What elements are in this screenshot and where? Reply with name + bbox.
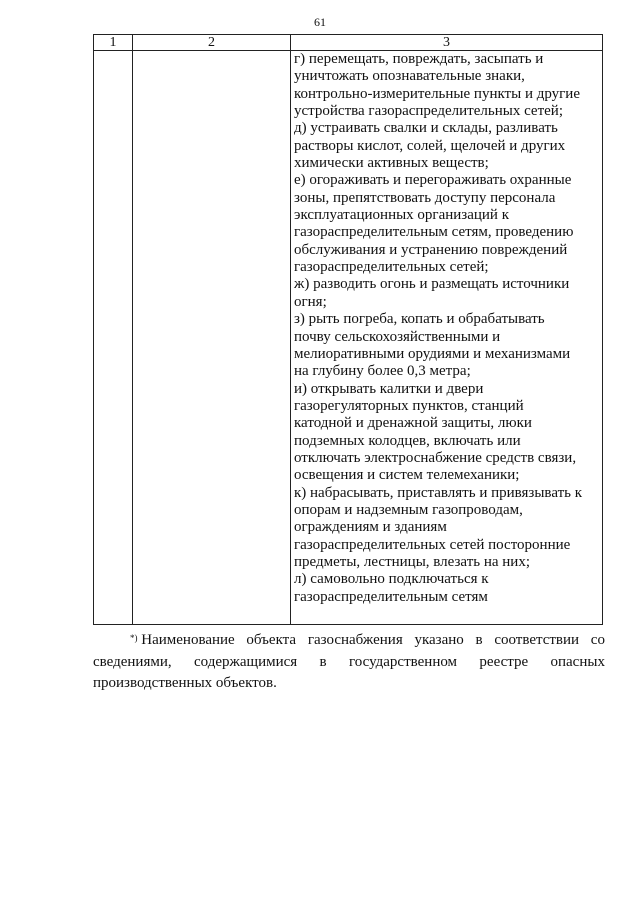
list-item: газораспределительных сетей посторонние (294, 536, 571, 553)
footnote-lead (130, 630, 235, 652)
list-item: эксплуатационных организаций к (294, 207, 509, 224)
cell-col-2 (133, 51, 291, 625)
footnote-word: государственном (348, 653, 458, 670)
page-number: 61 (314, 15, 326, 29)
footnote-word: Наименование (141, 632, 235, 648)
list-item: освещения и систем телемеханики; (294, 467, 520, 484)
list-item: г) перемещать, повреждать, засыпать и (294, 51, 544, 67)
list-item: отключать электроснабжение средств связи, (294, 449, 577, 466)
cell-col-1 (94, 51, 133, 625)
table-row (94, 51, 603, 625)
list-item: опорам и надземным газопроводам, (294, 501, 523, 518)
list-item: химически активных веществ; (294, 155, 489, 172)
footnote (93, 630, 605, 695)
list-item: з) рыть погреба, копать и обрабатывать (294, 311, 545, 328)
footnote-word: реестре (479, 653, 529, 670)
list-item: предметы, лестницы, влезать на них; (294, 553, 531, 570)
list-item: растворы кислот, солей, щелочей и других (294, 137, 566, 154)
list-item: обслуживания и устранению повреждений (294, 241, 568, 258)
footnote-line-1 (93, 630, 605, 652)
header-col-2: 2 (133, 35, 291, 51)
footnote-word: сведениями, (93, 653, 172, 670)
footnote-word: газоснабжения (307, 632, 403, 648)
list-item: к) набрасывать, приставлять и привязывать к (294, 484, 583, 501)
list-item: ограждениям и зданиям (294, 519, 447, 536)
list-item: подземных колодцев, включать или (294, 432, 521, 449)
list-item: и) открывать калитки и двери (294, 380, 484, 397)
list-item: газораспределительным сетям (294, 588, 488, 605)
requirements-table (93, 34, 603, 625)
footnote-word: содержащимися (193, 653, 298, 670)
list-item: ж) разводить огонь и размещать источники (294, 276, 570, 293)
header-col-1: 1 (94, 35, 133, 51)
table-header-row (94, 35, 603, 51)
list-item: газораспределительных сетей; (294, 259, 489, 276)
footnote-word: в (319, 653, 327, 670)
list-item: огня; (294, 293, 327, 310)
list-item: газораспределительным сетям, проведению (294, 224, 574, 241)
footnote-word: объекта (246, 632, 297, 648)
list-item: зоны, препятствовать доступу персонала (294, 189, 556, 206)
list-item: мелиоративными орудиями и механизмами (294, 345, 571, 362)
prohibitions-list (291, 51, 602, 606)
list-item: катодной и дренажной защиты, люки (294, 415, 532, 432)
list-item: контрольно-измерительные пункты и другие (294, 85, 580, 102)
list-item: е) огораживать и перегораживать охранные (294, 172, 572, 189)
footnote-line-2 (93, 652, 605, 674)
footnote-word: соответствии (494, 632, 580, 648)
footnote-marker: *) (130, 633, 138, 643)
list-item: почву сельскохозяйственными и (294, 328, 501, 345)
footnote-word: в (475, 632, 483, 648)
list-item: на глубину более 0,3 метра; (294, 363, 471, 380)
footnote-word: опасных (550, 653, 605, 670)
footnote-line-3: производственных объектов. (93, 675, 277, 691)
list-item: уничтожать опознавательные знаки, (294, 68, 525, 85)
cell-col-3 (291, 51, 603, 625)
list-item: л) самовольно подключаться к (294, 571, 489, 588)
list-item: д) устраивать свалки и склады, разливать (294, 120, 558, 137)
footnote-word: со (590, 632, 605, 648)
list-item: газорегуляторных пунктов, станций (294, 397, 524, 414)
list-item: устройства газораспределительных сетей; (294, 103, 563, 120)
header-col-3: 3 (291, 35, 603, 51)
footnote-word: указано (414, 632, 464, 648)
